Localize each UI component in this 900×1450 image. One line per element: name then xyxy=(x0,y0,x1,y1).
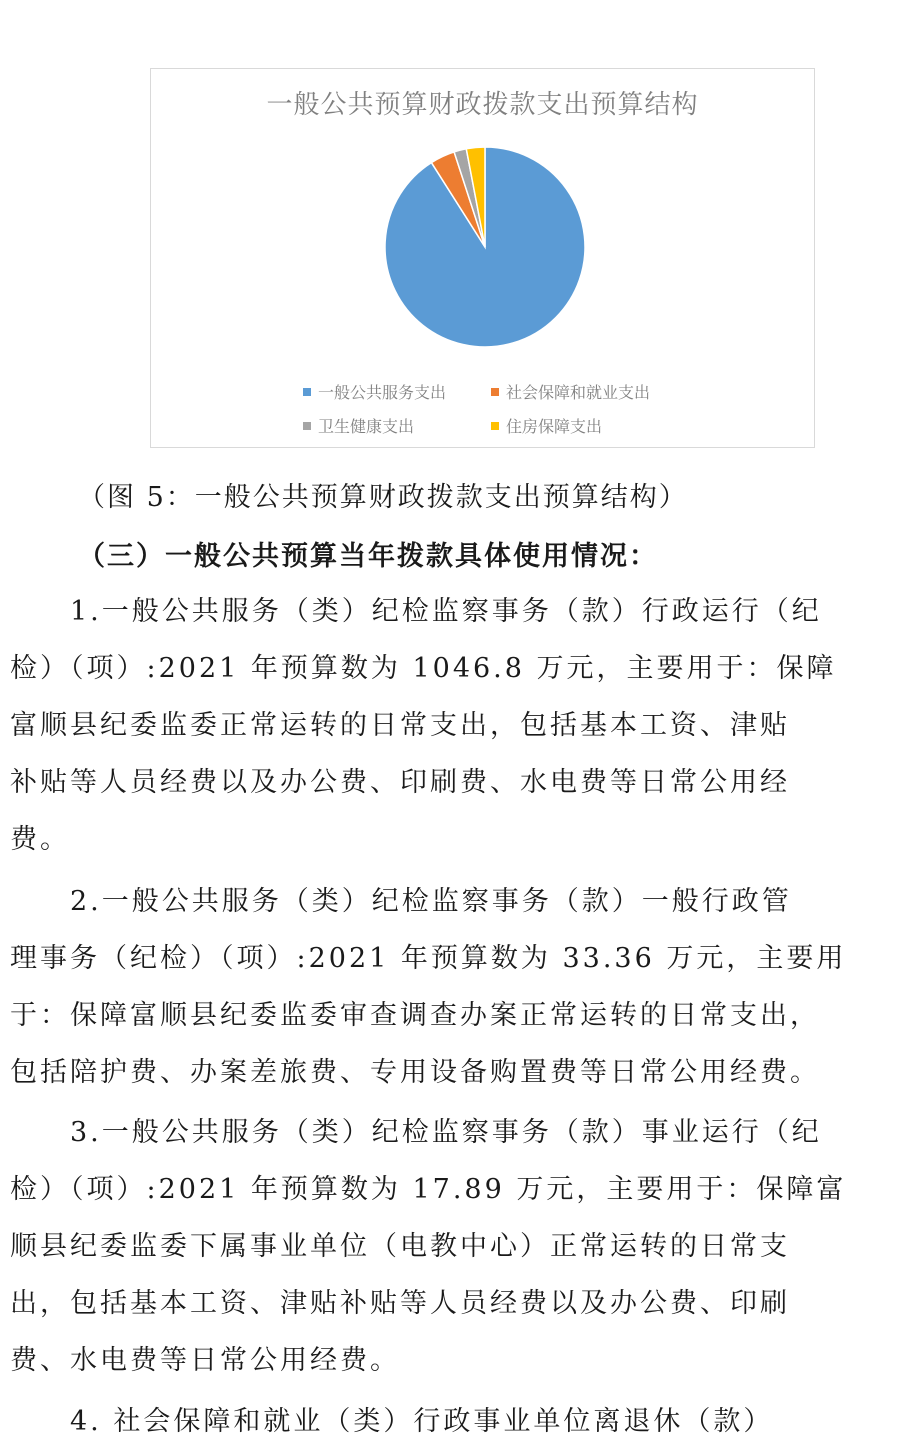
text-line: 费、水电费等日常公用经费。 xyxy=(10,1345,400,1376)
paragraph-2 xyxy=(10,873,870,1101)
legend-swatch xyxy=(491,388,499,396)
legend-item xyxy=(303,414,414,437)
legend-swatch xyxy=(491,422,499,430)
text-line: 费。 xyxy=(10,824,70,855)
text-line: 2.一般公共服务（类）纪检监察事务（款）一般行政管 xyxy=(70,886,792,917)
text-line: 包括陪护费、办案差旅费、专用设备购置费等日常公用经费。 xyxy=(10,1057,820,1088)
text-line: 补贴等人员经费以及办公费、印刷费、水电费等日常公用经 xyxy=(10,767,790,798)
paragraph-4 xyxy=(10,1393,870,1450)
text-line: 理事务（纪检）（项）:2021 年预算数为 33.36 万元，主要用 xyxy=(10,943,847,974)
text-line: 检）（项）:2021 年预算数为 17.89 万元，主要用于：保障富 xyxy=(10,1174,847,1205)
text-line: 4. 社会保障和就业（类）行政事业单位离退休（款） xyxy=(70,1406,774,1437)
text-line: 富顺县纪委监委正常运转的日常支出，包括基本工资、津贴 xyxy=(10,710,790,741)
legend-item xyxy=(491,414,602,437)
legend-item xyxy=(491,380,650,403)
pie-chart xyxy=(380,142,590,352)
legend-label: 一般公共服务支出 xyxy=(318,383,447,402)
text-line: 1.一般公共服务（类）纪检监察事务（款）行政运行（纪 xyxy=(70,596,822,627)
text-line: 检）（项）:2021 年预算数为 1046.8 万元，主要用于：保障 xyxy=(10,653,837,684)
chart-title: 一般公共预算财政拨款支出预算结构 xyxy=(266,90,699,120)
text-line: 于：保障富顺县纪委监委审查调查办案正常运转的日常支出， xyxy=(10,1000,820,1031)
figure-caption: （图 5：一般公共预算财政拨款支出预算结构） xyxy=(78,482,688,513)
legend-item xyxy=(303,380,446,403)
paragraph-3 xyxy=(10,1104,870,1389)
legend-swatch xyxy=(303,388,311,396)
legend-swatch xyxy=(303,422,311,430)
legend-label: 卫生健康支出 xyxy=(318,417,415,436)
legend-label: 住房保障支出 xyxy=(506,417,603,436)
text-line: 顺县纪委监委下属事业单位（电教中心）正常运转的日常支 xyxy=(10,1231,790,1262)
text-line: 出，包括基本工资、津贴补贴等人员经费以及办公费、印刷 xyxy=(10,1288,790,1319)
paragraph-1 xyxy=(10,583,870,868)
text-line: 3.一般公共服务（类）纪检监察事务（款）事业运行（纪 xyxy=(70,1117,822,1148)
legend-label: 社会保障和就业支出 xyxy=(506,383,651,402)
section-heading: （三）一般公共预算当年拨款具体使用情况： xyxy=(78,541,658,572)
